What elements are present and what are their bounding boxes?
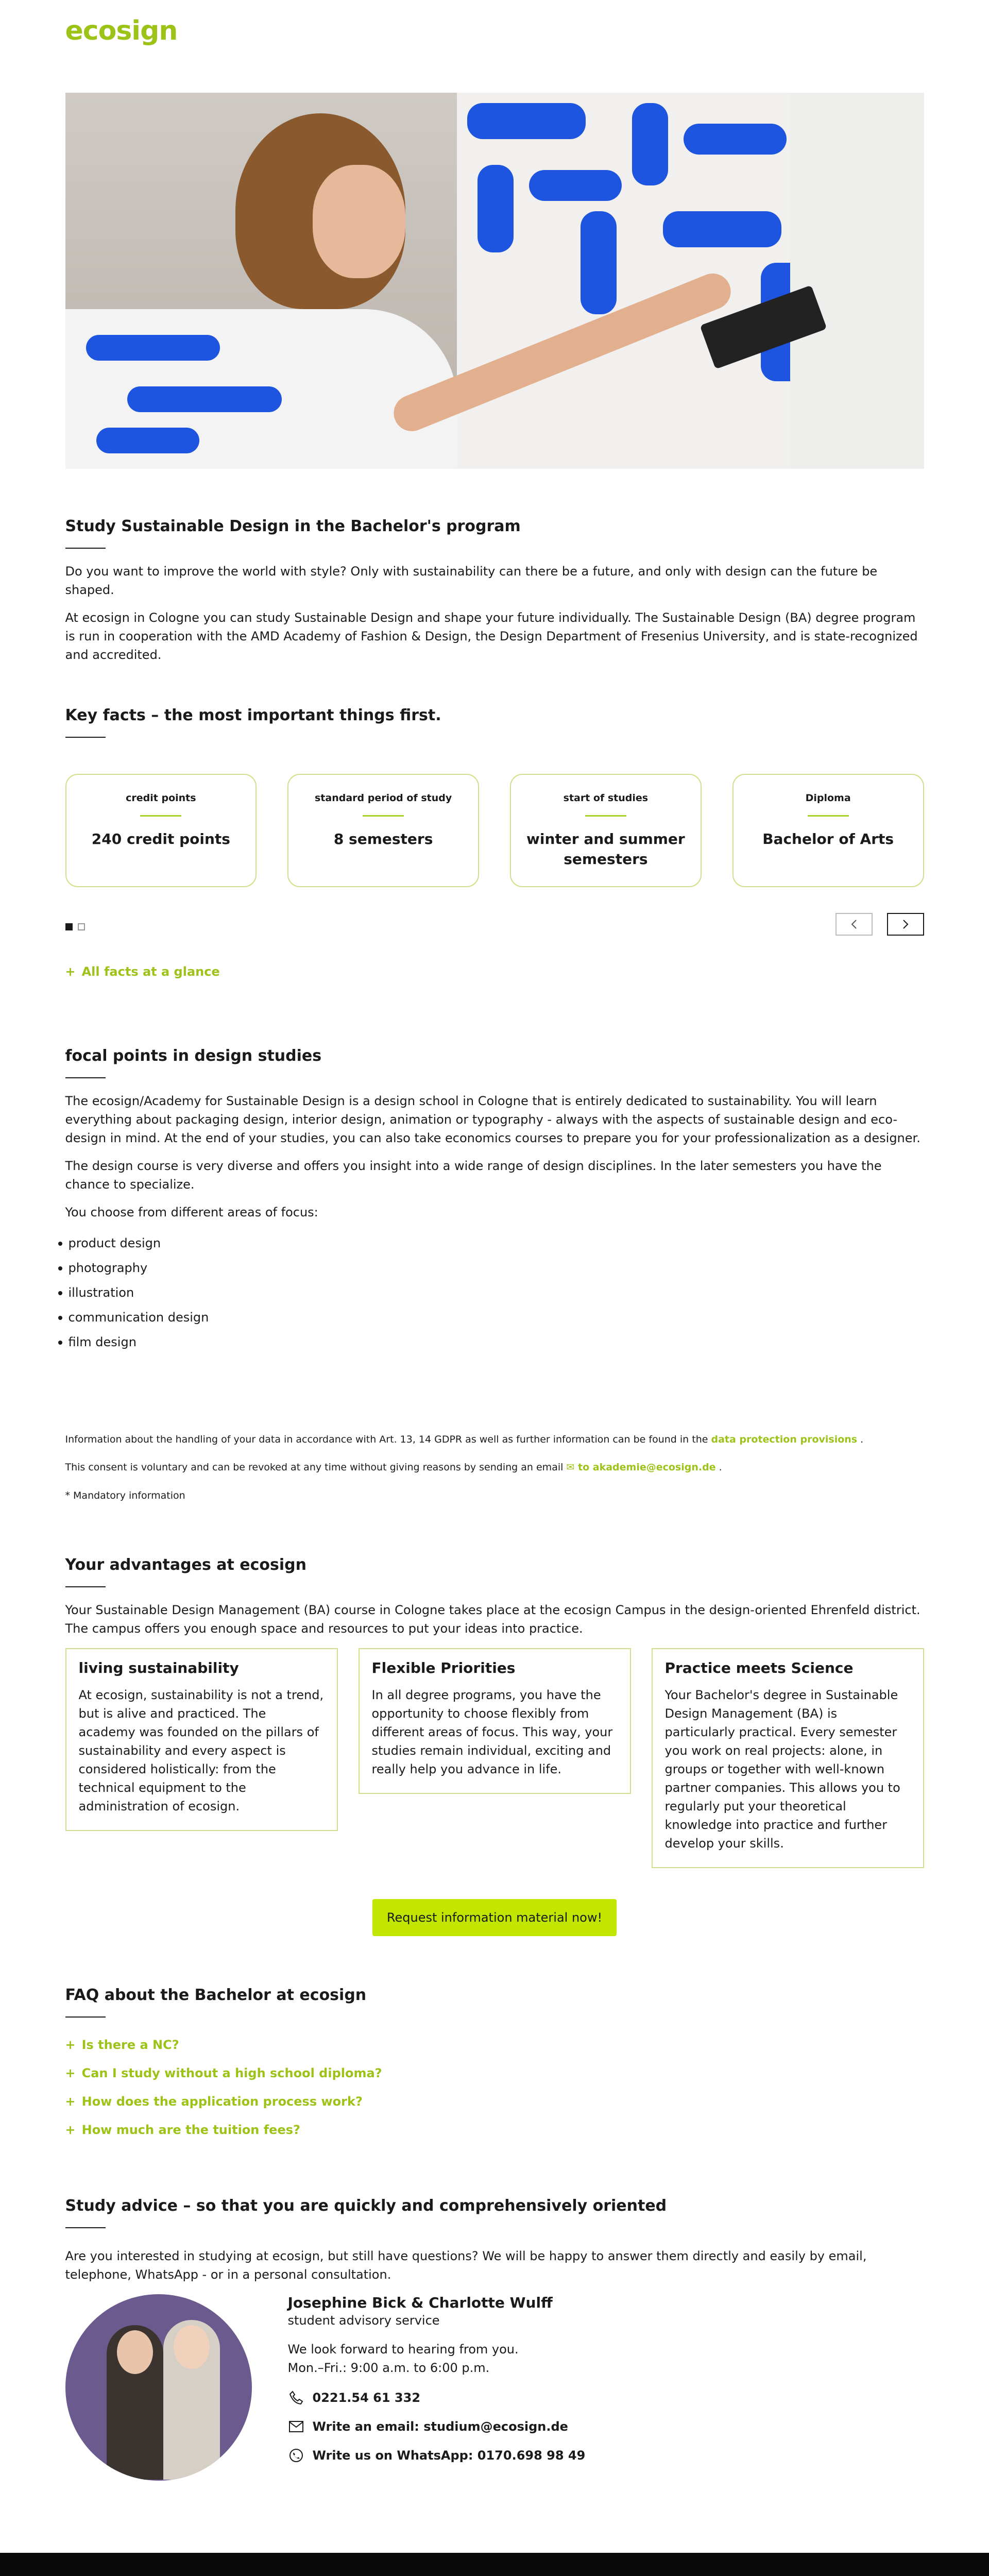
fact-card xyxy=(65,774,257,887)
carousel-dots xyxy=(65,923,85,930)
phone-link[interactable] xyxy=(288,2389,586,2406)
advantage-box xyxy=(652,1648,924,1868)
faq-question: Is there a NC? xyxy=(81,2038,179,2053)
advisor-name: Josephine Bick & Charlotte Wulff xyxy=(287,2294,553,2312)
advisor-face xyxy=(174,2325,210,2369)
chevron-left-icon xyxy=(851,919,857,929)
title-rule xyxy=(65,1586,106,1587)
student-face xyxy=(313,165,405,278)
carousel-dot-active[interactable] xyxy=(65,923,73,930)
cta-wrap xyxy=(65,1899,924,1936)
focus-paragraph: The design course is very diverse and offers you insight into a wide range of design disciplines. In the later semesters you have the chance to specialize. xyxy=(65,1159,882,1192)
carousel-prev-button[interactable] xyxy=(835,913,873,936)
consent-section xyxy=(65,1432,924,1503)
consent-text: . xyxy=(719,1462,722,1473)
faq-question: How much are the tuition fees? xyxy=(81,2123,300,2138)
keyfacts-section xyxy=(65,705,924,979)
fact-label: standard period of study xyxy=(315,792,452,804)
title-rule xyxy=(65,737,106,738)
advantages-title: Your advantages at ecosign xyxy=(65,1556,307,1574)
envelope-icon xyxy=(288,2418,304,2435)
fact-value: 240 credit points xyxy=(91,831,230,848)
advisor-role: student advisory service xyxy=(287,2313,440,2328)
fact-card xyxy=(732,774,924,887)
title-rule xyxy=(65,548,106,549)
keyfacts-carousel xyxy=(65,774,924,887)
advisor-info xyxy=(288,2294,586,2481)
advisor-photo xyxy=(65,2294,252,2481)
focus-paragraph: The ecosign/Academy for Sustainable Design is a design school in Cologne that is entirely dedicated to sustainability. You will learn everything about packaging design, interior design, animation or typography - always with the aspects of sustainable design and eco-design in mind. At the end of your studies, you can also take economics courses to prepare you for your professionalization as a designer. xyxy=(65,1094,920,1145)
shirt-pattern xyxy=(127,386,282,412)
advantage-text: At ecosign, sustainability is not a trend, but is alive and practiced. The academy was founded on the pillars of sustainability and every aspect is considered holistically: from the technical equipment to the administration of ecosign. xyxy=(78,1688,324,1814)
faq-title: FAQ about the Bachelor at ecosign xyxy=(65,1986,367,2005)
intro-paragraph: Do you want to improve the world with style? Only with sustainability can there be a future, and only with design can the future be shaped. xyxy=(65,564,878,597)
plus-icon: + xyxy=(65,964,76,979)
focus-list xyxy=(65,1231,924,1354)
keyfacts-title: Key facts – the most important things first. xyxy=(65,706,441,724)
shirt-pattern xyxy=(86,335,220,361)
fact-divider xyxy=(140,815,181,817)
advisor-card xyxy=(65,2294,924,2481)
list-item: film design xyxy=(65,1330,924,1354)
consent-line xyxy=(65,1460,924,1475)
title-rule xyxy=(65,2016,106,2018)
intro-paragraph: At ecosign in Cologne you can study Sustainable Design and shape your future individually. The Sustainable Design (BA) degree program is run in cooperation with the AMD Academy of Fashion & Design, the Design Department of Fresenius University, and is state-recognized and accredited. xyxy=(65,611,918,662)
fact-card xyxy=(287,774,479,887)
faq-item[interactable] xyxy=(65,2116,924,2144)
carousel-next-button[interactable] xyxy=(887,913,924,936)
plus-icon: + xyxy=(65,2094,76,2109)
whatsapp-label: Write us on WhatsApp: 0170.698 98 49 xyxy=(312,2448,586,2463)
advantages-boxes xyxy=(65,1648,924,1868)
whatsapp-link[interactable] xyxy=(288,2447,586,2464)
phone-number: 0221.54 61 332 xyxy=(312,2391,421,2405)
phone-icon xyxy=(288,2389,304,2406)
data-protection-link[interactable]: data protection provisions xyxy=(711,1434,858,1445)
consent-text: Information about the handling of your data in accordance with Art. 13, 14 GDPR as well as further information can be found in the xyxy=(65,1434,708,1445)
advisor-hours: Mon.–Fri.: 9:00 a.m. to 6:00 p.m. xyxy=(287,2361,490,2376)
fact-label: start of studies xyxy=(563,792,649,804)
fact-divider xyxy=(585,815,626,817)
carousel-dot[interactable] xyxy=(78,923,85,930)
intro-section xyxy=(65,516,924,664)
focus-title: focal points in design studies xyxy=(65,1047,322,1065)
mandatory-note: * Mandatory information xyxy=(65,1489,185,1501)
advantages-intro: Your Sustainable Design Management (BA) course in Cologne takes place at the ecosign Campus in the design-oriented Ehrenfeld district. The campus offers you enough space and resources to put your ideas into practice. xyxy=(65,1603,920,1636)
fact-label: credit points xyxy=(126,792,196,804)
fact-divider xyxy=(363,815,404,817)
advantages-section xyxy=(65,1555,924,1936)
ecosign-logo[interactable]: ecosign xyxy=(65,15,178,46)
faq-item[interactable] xyxy=(65,2088,924,2116)
faq-item[interactable] xyxy=(65,2031,924,2059)
advantage-text: In all degree programs, you have the opportunity to choose flexibly from different areas of focus. This way, your studies remain individual, exciting and really help you advance in life. xyxy=(371,1688,613,1777)
advantage-title: living sustainability xyxy=(78,1659,239,1677)
consent-text: This consent is voluntary and can be revoked at any time without giving reasons by sending an email xyxy=(65,1462,564,1473)
title-rule xyxy=(65,2227,106,2228)
advantage-box xyxy=(359,1648,631,1794)
intro-title: Study Sustainable Design in the Bachelor's program xyxy=(65,517,521,535)
shirt-pattern xyxy=(96,428,199,453)
advantage-title: Practice meets Science xyxy=(664,1659,854,1677)
consent-line xyxy=(65,1432,924,1447)
fact-divider xyxy=(808,815,849,817)
plus-icon: + xyxy=(65,2038,76,2053)
title-rule xyxy=(65,1077,106,1078)
wall-background xyxy=(790,93,924,469)
carousel-nav xyxy=(65,913,924,944)
faq-section xyxy=(65,1985,924,2144)
list-item: photography xyxy=(65,1256,924,1280)
paint-stroke xyxy=(663,211,781,247)
site-footer xyxy=(0,2553,989,2576)
faq-question: How does the application process work? xyxy=(81,2094,363,2109)
advantage-text: Your Bachelor's degree in Sustainable Design Management (BA) is particularly practical. Every semester you work on real projects: alone, in groups or together with well-known partner companies. This allows you to regularly put your theoretical knowledge into practice and further develop your skills. xyxy=(664,1688,900,1851)
chevron-right-icon xyxy=(902,919,909,929)
advantage-title: Flexible Priorities xyxy=(371,1659,516,1677)
advisor-face xyxy=(117,2330,153,2374)
faq-item[interactable] xyxy=(65,2059,924,2088)
whatsapp-icon xyxy=(288,2447,304,2464)
hero-image xyxy=(65,93,924,469)
fact-label: Diploma xyxy=(805,792,851,804)
email-link[interactable] xyxy=(566,1462,715,1473)
focus-paragraph: You choose from different areas of focus: xyxy=(65,1205,318,1219)
all-facts-label: All facts at a glance xyxy=(81,964,220,979)
mail-icon: ✉ xyxy=(566,1462,578,1473)
fact-value: Bachelor of Arts xyxy=(762,831,894,848)
paint-stroke xyxy=(529,170,622,201)
fact-value: winter and summer semesters xyxy=(526,831,685,868)
request-info-button[interactable]: Request information material now! xyxy=(372,1899,617,1936)
faq-question: Can I study without a high school diploma? xyxy=(81,2066,382,2081)
carousel-arrows xyxy=(835,913,924,936)
advisor-greeting: We look forward to hearing from you. xyxy=(287,2342,519,2357)
list-item: product design xyxy=(65,1231,924,1256)
paint-stroke xyxy=(478,165,514,252)
faq-list xyxy=(65,2031,924,2144)
paint-stroke xyxy=(581,211,617,314)
list-item: illustration xyxy=(65,1280,924,1305)
email-contact-link[interactable] xyxy=(288,2418,586,2435)
paint-stroke xyxy=(467,103,586,139)
plus-icon: + xyxy=(65,2123,76,2138)
plus-icon: + xyxy=(65,2066,76,2081)
advice-section xyxy=(65,2196,924,2481)
email-link-label: to akademie@ecosign.de xyxy=(578,1462,716,1473)
list-item: communication design xyxy=(65,1305,924,1330)
paint-stroke xyxy=(632,103,668,185)
consent-text: . xyxy=(860,1434,864,1445)
fact-value: 8 semesters xyxy=(333,831,433,848)
email-contact-label: Write an email: studium@ecosign.de xyxy=(312,2419,568,2434)
fact-card xyxy=(510,774,702,887)
focus-section xyxy=(65,1046,924,1354)
paint-stroke xyxy=(684,124,787,155)
advantage-box xyxy=(65,1648,338,1831)
site-header xyxy=(65,0,924,93)
advice-title: Study advice – so that you are quickly and comprehensively oriented xyxy=(65,2197,667,2215)
all-facts-link[interactable] xyxy=(65,964,220,979)
advice-intro: Are you interested in studying at ecosign, but still have questions? We will be happy to answer them directly and easily by email, telephone, WhatsApp - or in a personal consultation. xyxy=(65,2249,867,2282)
